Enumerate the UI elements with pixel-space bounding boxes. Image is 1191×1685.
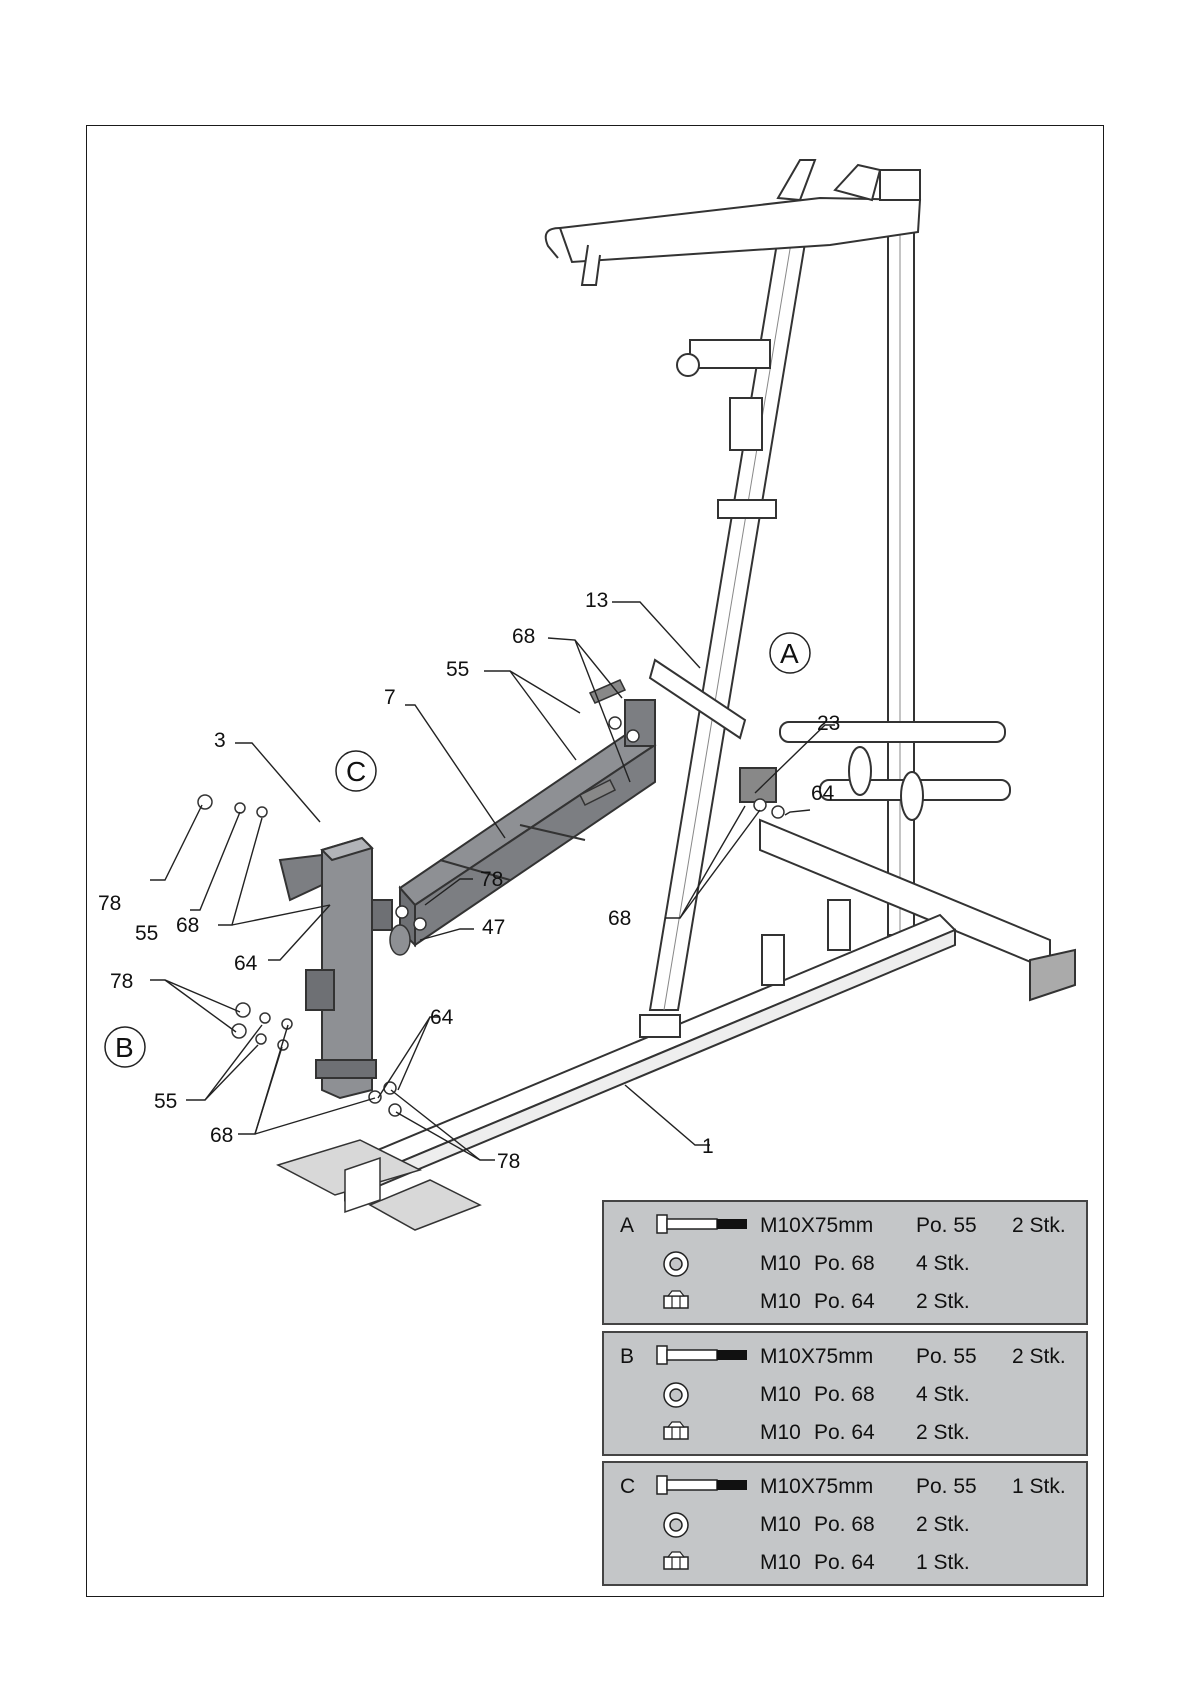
callout-68: 68 bbox=[512, 625, 536, 648]
callout-7: 7 bbox=[384, 686, 396, 709]
label-a: A bbox=[780, 638, 799, 669]
nut-quantity: 2 Stk. bbox=[916, 1290, 970, 1313]
bolt-icon bbox=[656, 1473, 751, 1497]
washer-size: M10 bbox=[760, 1252, 801, 1275]
nut-quantity: 1 Stk. bbox=[916, 1551, 970, 1574]
washer-size: M10 bbox=[760, 1383, 801, 1406]
label-b: B bbox=[115, 1032, 134, 1063]
bolt-quantity: 2 Stk. bbox=[1012, 1345, 1066, 1368]
callout-47: 47 bbox=[482, 916, 506, 939]
hardware-table-b bbox=[602, 1331, 1088, 1456]
nut-icon bbox=[662, 1288, 690, 1312]
bolt-icon bbox=[656, 1212, 751, 1236]
bolt-size: M10X75mm bbox=[760, 1345, 874, 1368]
washer-row bbox=[604, 1375, 1086, 1413]
washer-icon bbox=[662, 1511, 690, 1539]
nut-position: Po. 64 bbox=[814, 1421, 875, 1444]
bolt-size: M10X75mm bbox=[760, 1214, 874, 1237]
bolt-row bbox=[604, 1467, 1086, 1505]
nut-size: M10 bbox=[760, 1421, 801, 1444]
bolt-quantity: 1 Stk. bbox=[1012, 1475, 1066, 1498]
nut-row bbox=[604, 1282, 1086, 1320]
washer-row bbox=[604, 1505, 1086, 1543]
upright-frame bbox=[330, 160, 1075, 1200]
callout-13: 13 bbox=[585, 589, 609, 612]
nut-icon bbox=[662, 1549, 690, 1573]
washer-quantity: 2 Stk. bbox=[916, 1513, 970, 1536]
washer-quantity: 4 Stk. bbox=[916, 1252, 970, 1275]
bolt-size: M10X75mm bbox=[760, 1475, 874, 1498]
nut-size: M10 bbox=[760, 1551, 801, 1574]
washer-position: Po. 68 bbox=[814, 1383, 875, 1406]
callout-78: 78 bbox=[98, 892, 122, 915]
callout-23: 23 bbox=[817, 712, 841, 735]
nut-position: Po. 64 bbox=[814, 1290, 875, 1313]
callout-3: 3 bbox=[214, 729, 226, 752]
hardware-letter: B bbox=[620, 1345, 635, 1368]
callout-55: 55 bbox=[135, 922, 159, 945]
bolt-row bbox=[604, 1337, 1086, 1375]
callout-55: 55 bbox=[154, 1090, 178, 1113]
washer-position: Po. 68 bbox=[814, 1252, 875, 1275]
hardware-table-c bbox=[602, 1461, 1088, 1586]
nut-size: M10 bbox=[760, 1290, 801, 1313]
nut-row bbox=[604, 1413, 1086, 1451]
nut-icon bbox=[662, 1419, 690, 1443]
part-3-post bbox=[280, 838, 392, 1098]
callout-64: 64 bbox=[811, 782, 835, 805]
nut-quantity: 2 Stk. bbox=[916, 1421, 970, 1444]
bolt-position: Po. 55 bbox=[916, 1345, 977, 1368]
bolt-icon bbox=[656, 1343, 751, 1367]
callout-1: 1 bbox=[702, 1135, 714, 1158]
washer-icon bbox=[662, 1250, 690, 1278]
hardware-letter: A bbox=[620, 1214, 635, 1237]
bolt-row bbox=[604, 1206, 1086, 1244]
bolt-position: Po. 55 bbox=[916, 1214, 977, 1237]
callout-78: 78 bbox=[497, 1150, 521, 1173]
washer-size: M10 bbox=[760, 1513, 801, 1536]
callout-64: 64 bbox=[430, 1006, 454, 1029]
hardware-table-a bbox=[602, 1200, 1088, 1325]
bolt-quantity: 2 Stk. bbox=[1012, 1214, 1066, 1237]
callout-78: 78 bbox=[110, 970, 134, 993]
callout-64: 64 bbox=[234, 952, 258, 975]
callout-55: 55 bbox=[446, 658, 470, 681]
callout-68: 68 bbox=[210, 1124, 234, 1147]
hardware-letter: C bbox=[620, 1475, 636, 1498]
callout-78: 78 bbox=[480, 868, 504, 891]
callout-68: 68 bbox=[176, 914, 200, 937]
washer-row bbox=[604, 1244, 1086, 1282]
washer-quantity: 4 Stk. bbox=[916, 1383, 970, 1406]
label-c: C bbox=[346, 756, 367, 787]
bolt-position: Po. 55 bbox=[916, 1475, 977, 1498]
washer-position: Po. 68 bbox=[814, 1513, 875, 1536]
washer-icon bbox=[662, 1381, 690, 1409]
nut-position: Po. 64 bbox=[814, 1551, 875, 1574]
nut-row bbox=[604, 1543, 1086, 1581]
callout-68: 68 bbox=[608, 907, 632, 930]
